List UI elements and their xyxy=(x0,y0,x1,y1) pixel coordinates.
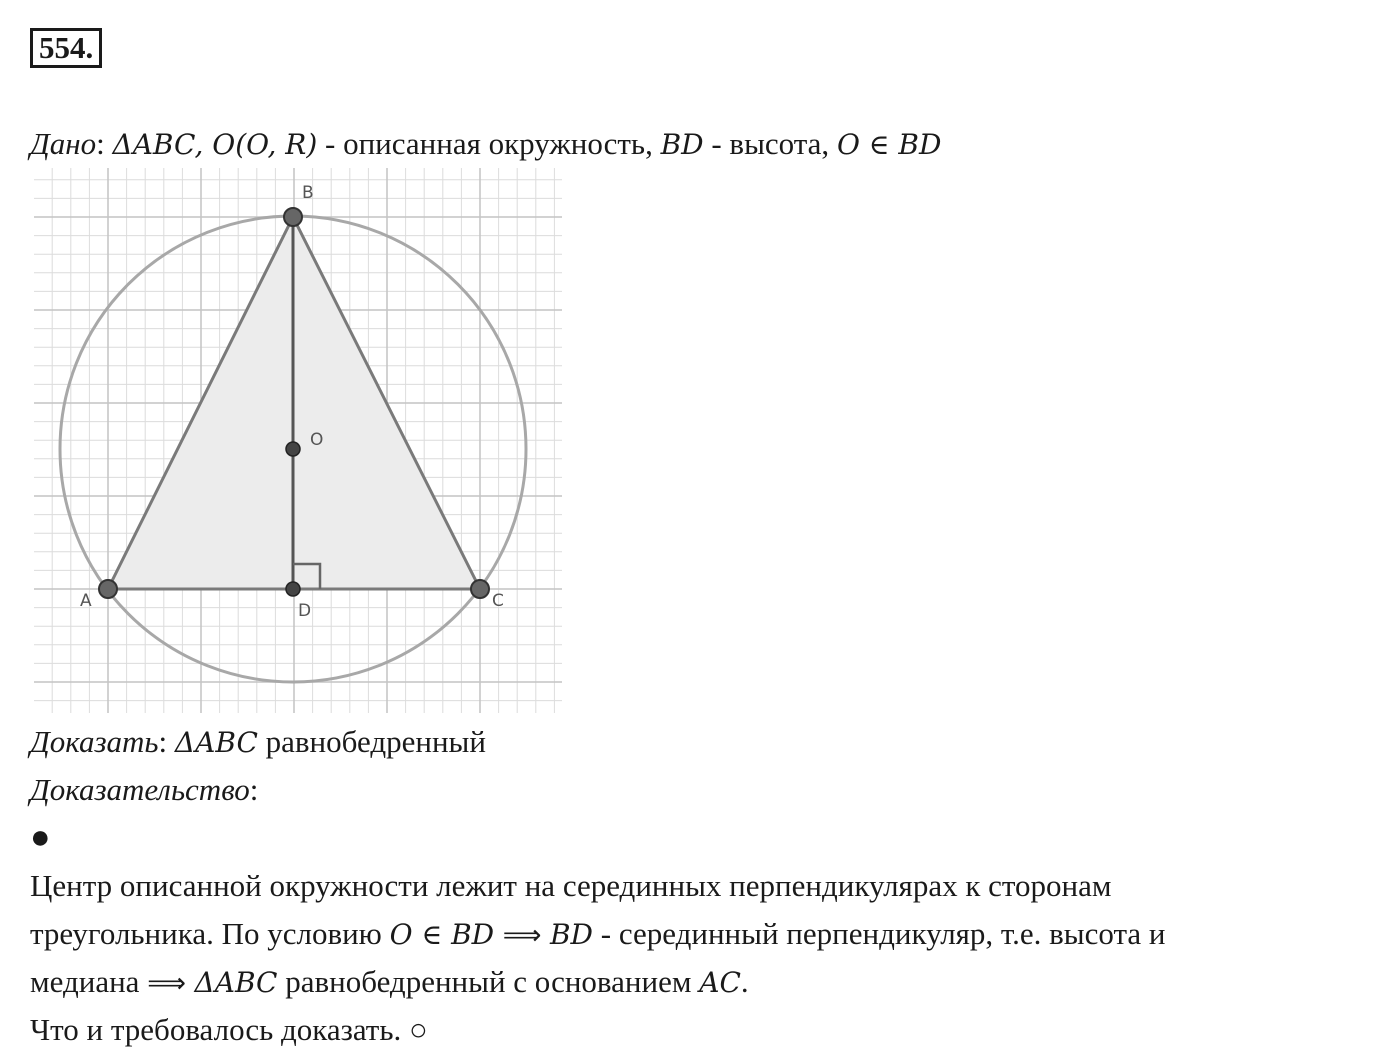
proof-line3-implies: ⟹ xyxy=(147,968,195,999)
proof-line-3 xyxy=(30,962,749,1004)
prove-text: равнобедренный xyxy=(257,724,486,759)
proof-line3-text-b: равнобедренный с основанием xyxy=(277,964,700,999)
label-d: D xyxy=(298,601,312,621)
given-math-triangle-circle: ΔABC, O(O, R) xyxy=(112,128,318,161)
label-c: C xyxy=(492,591,504,611)
proof-line2-text-b: - серединный перпендикуляр, т.е. высота и xyxy=(593,916,1166,951)
problem-number: 554. xyxy=(30,28,102,68)
point-d xyxy=(286,582,300,596)
proof-bullet: ● xyxy=(30,819,51,856)
given-math-bd: BD xyxy=(660,128,704,161)
given-line xyxy=(30,124,941,165)
proof-colon: : xyxy=(249,772,259,807)
proof-line2-math-bd: BD xyxy=(549,918,594,951)
prove-math-triangle: ΔABC xyxy=(174,726,258,759)
proof-line-2 xyxy=(30,914,1166,956)
proof-line2-math-o-in-bd: O ∈ BD xyxy=(389,918,495,951)
proof-line3-text-c: . xyxy=(740,964,749,999)
prove-colon: : xyxy=(158,724,168,759)
proof-heading xyxy=(30,770,258,810)
proof-line3-math-ac: AC xyxy=(699,966,741,999)
proof-line3-text-a: медиана xyxy=(30,964,148,999)
given-colon: : xyxy=(96,126,105,161)
proof-conclusion: Что и требовалось доказать. ○ xyxy=(30,1012,428,1047)
label-a: A xyxy=(80,591,92,611)
proof-line2-implies: ⟹ xyxy=(494,920,550,951)
proof-line3-math-triangle: ΔABC xyxy=(194,966,278,999)
proof-line-1: Центр описанной окружности лежит на серединных перпендикулярах к сторонам xyxy=(30,868,1112,903)
point-b xyxy=(284,208,302,226)
prove-line xyxy=(30,722,486,763)
given-text-altitude: - высота, xyxy=(703,126,837,161)
point-a xyxy=(99,580,117,598)
given-math-o-in-bd: O ∈ BD xyxy=(836,128,942,161)
label-b: B xyxy=(302,183,314,203)
proof-label: Доказательство xyxy=(30,772,250,807)
given-label: Дано xyxy=(30,126,97,161)
point-o xyxy=(286,442,300,456)
prove-label: Доказать xyxy=(30,724,159,759)
proof-line2-text-a: треугольника. По условию xyxy=(30,916,390,951)
label-o: O xyxy=(310,430,324,450)
given-text-circumscribed: - описанная окружность, xyxy=(317,126,661,161)
point-c xyxy=(471,580,489,598)
geometry-figure xyxy=(30,168,562,713)
